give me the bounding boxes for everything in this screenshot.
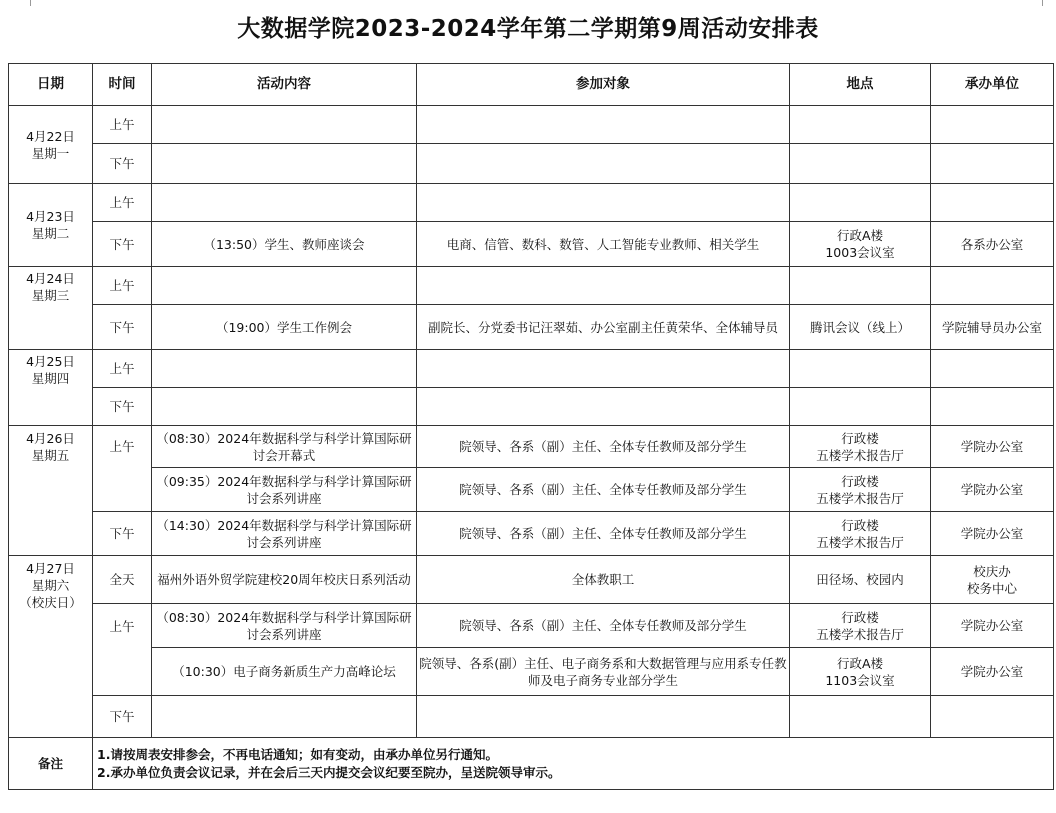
empty-cell xyxy=(790,350,931,388)
weekday-text: 星期一 xyxy=(31,145,70,161)
empty-cell xyxy=(152,267,417,305)
participants-cell: 电商、信管、数科、数管、人工智能专业教师、相关学生 xyxy=(417,222,790,267)
period-cell: 上午 xyxy=(93,267,152,305)
organizer-cell: 学院办公室 xyxy=(931,512,1054,556)
weekday-text: 星期五 xyxy=(31,448,70,463)
period-cell: 上午 xyxy=(93,350,152,388)
weekday-text: 星期六 xyxy=(31,578,70,593)
empty-cell xyxy=(931,696,1054,738)
location-cell: 腾讯会议（线上） xyxy=(790,305,931,350)
holiday-note: （校庆日） xyxy=(19,595,82,610)
content-cell: 福州外语外贸学院建校20周年校庆日系列活动 xyxy=(152,556,417,604)
table-row xyxy=(9,222,1054,267)
table-row xyxy=(9,604,1054,648)
empty-cell xyxy=(931,184,1054,222)
empty-cell xyxy=(931,350,1054,388)
location-cell: 行政楼 五楼学术报告厅 xyxy=(790,604,931,648)
weekday-text: 星期四 xyxy=(31,371,70,386)
schedule-table xyxy=(8,63,1054,790)
period-cell: 下午 xyxy=(93,512,152,556)
empty-cell xyxy=(790,144,931,184)
date-text: 4月26日 xyxy=(26,431,75,446)
empty-cell xyxy=(790,106,931,144)
period-cell: 下午 xyxy=(93,144,152,184)
date-text: 4月23日 xyxy=(26,209,75,224)
content-cell: （19:00）学生工作例会 xyxy=(152,305,417,350)
header-organizer: 承办单位 xyxy=(931,64,1054,106)
period-cell: 全天 xyxy=(93,556,152,604)
participants-cell: 院领导、各系（副）主任、全体专任教师及部分学生 xyxy=(417,604,790,648)
header-participants: 参加对象 xyxy=(417,64,790,106)
page-tick-mark xyxy=(1042,0,1043,6)
table-row xyxy=(9,556,1054,604)
location-cell: 行政楼 五楼学术报告厅 xyxy=(790,426,931,468)
empty-cell xyxy=(790,184,931,222)
content-cell: （14:30）2024年数据科学与科学计算国际研讨会系列讲座 xyxy=(152,512,417,556)
page-tick-mark xyxy=(30,0,31,6)
period-cell: 上午 xyxy=(93,106,152,144)
period-cell: 下午 xyxy=(93,222,152,267)
empty-cell xyxy=(152,696,417,738)
empty-cell xyxy=(152,184,417,222)
date-cell xyxy=(9,184,93,267)
date-text: 4月27日 xyxy=(26,561,75,576)
content-cell: （09:35）2024年数据科学与科学计算国际研讨会系列讲座 xyxy=(152,468,417,512)
date-text: 4月25日 xyxy=(26,354,75,369)
date-cell xyxy=(9,556,93,738)
empty-cell xyxy=(417,144,790,184)
table-row xyxy=(9,648,1054,696)
location-cell: 行政A楼 1003会议室 xyxy=(790,222,931,267)
table-row xyxy=(9,512,1054,556)
weekday-text: 星期二 xyxy=(31,226,70,241)
empty-cell xyxy=(790,267,931,305)
period-cell: 上午 xyxy=(93,426,152,512)
date-cell xyxy=(9,350,93,426)
header-row xyxy=(9,64,1054,106)
notes-row xyxy=(9,738,1054,790)
participants-cell: 院领导、各系(副）主任、电子商务系和大数据管理与应用系专任教师及电子商务专业部分学生 xyxy=(417,648,790,696)
period-cell: 上午 xyxy=(93,184,152,222)
organizer-cell: 学院办公室 xyxy=(931,604,1054,648)
participants-cell: 全体教职工 xyxy=(417,556,790,604)
table-row xyxy=(9,144,1054,184)
period-cell: 上午 xyxy=(93,604,152,696)
location-cell: 行政A楼 1103会议室 xyxy=(790,648,931,696)
empty-cell xyxy=(152,106,417,144)
table-row xyxy=(9,350,1054,388)
location-cell: 田径场、校园内 xyxy=(790,556,931,604)
date-cell xyxy=(9,426,93,556)
empty-cell xyxy=(152,144,417,184)
table-row xyxy=(9,267,1054,305)
period-cell: 下午 xyxy=(93,696,152,738)
header-location: 地点 xyxy=(790,64,931,106)
organizer-cell: 学院办公室 xyxy=(931,468,1054,512)
location-cell: 行政楼 五楼学术报告厅 xyxy=(790,468,931,512)
participants-cell: 院领导、各系（副）主任、全体专任教师及部分学生 xyxy=(417,512,790,556)
header-date: 日期 xyxy=(9,64,93,106)
table-row xyxy=(9,388,1054,426)
empty-cell xyxy=(931,144,1054,184)
empty-cell xyxy=(790,696,931,738)
participants-cell: 院领导、各系（副）主任、全体专任教师及部分学生 xyxy=(417,426,790,468)
empty-cell xyxy=(417,184,790,222)
period-cell: 下午 xyxy=(93,388,152,426)
organizer-cell: 学院办公室 xyxy=(931,426,1054,468)
participants-cell: 副院长、分党委书记汪翠茹、办公室副主任黄荣华、全体辅导员 xyxy=(417,305,790,350)
empty-cell xyxy=(417,267,790,305)
content-cell: （08:30）2024年数据科学与科学计算国际研讨会系列讲座 xyxy=(152,604,417,648)
table-row xyxy=(9,426,1054,468)
organizer-cell: 各系办公室 xyxy=(931,222,1054,267)
table-row xyxy=(9,696,1054,738)
empty-cell xyxy=(417,350,790,388)
empty-cell xyxy=(417,696,790,738)
content-cell: （08:30）2024年数据科学与科学计算国际研讨会开幕式 xyxy=(152,426,417,468)
date-cell xyxy=(9,106,93,184)
table-row xyxy=(9,305,1054,350)
table-row xyxy=(9,106,1054,144)
note-line: 1.请按周表安排参会，不再电话通知；如有变动，由承办单位另行通知。 xyxy=(97,746,498,762)
date-text: 4月24日 xyxy=(26,271,75,286)
empty-cell xyxy=(931,388,1054,426)
notes-label: 备注 xyxy=(9,738,93,790)
content-cell: （13:50）学生、教师座谈会 xyxy=(152,222,417,267)
note-line: 2.承办单位负责会议记录，并在会后三天内提交会议纪要至院办，呈送院领导审示。 xyxy=(97,764,561,780)
table-row xyxy=(9,468,1054,512)
page-title: 大数据学院2023-2024学年第二学期第9周活动安排表 xyxy=(237,16,819,42)
empty-cell xyxy=(931,267,1054,305)
empty-cell xyxy=(931,106,1054,144)
table-row xyxy=(9,184,1054,222)
header-time: 时间 xyxy=(93,64,152,106)
organizer-cell: 校庆办 校务中心 xyxy=(931,556,1054,604)
date-cell xyxy=(9,267,93,350)
participants-cell: 院领导、各系（副）主任、全体专任教师及部分学生 xyxy=(417,468,790,512)
empty-cell xyxy=(152,388,417,426)
date-text: 4月22日 xyxy=(26,128,75,144)
organizer-cell: 学院办公室 xyxy=(931,648,1054,696)
empty-cell xyxy=(417,106,790,144)
weekday-text: 星期三 xyxy=(31,288,70,303)
location-cell: 行政楼 五楼学术报告厅 xyxy=(790,512,931,556)
period-cell: 下午 xyxy=(93,305,152,350)
organizer-cell: 学院辅导员办公室 xyxy=(931,305,1054,350)
empty-cell xyxy=(790,388,931,426)
header-content: 活动内容 xyxy=(152,64,417,106)
empty-cell xyxy=(152,350,417,388)
content-cell: （10:30）电子商务新质生产力高峰论坛 xyxy=(152,648,417,696)
empty-cell xyxy=(417,388,790,426)
notes-cell xyxy=(93,738,1054,790)
